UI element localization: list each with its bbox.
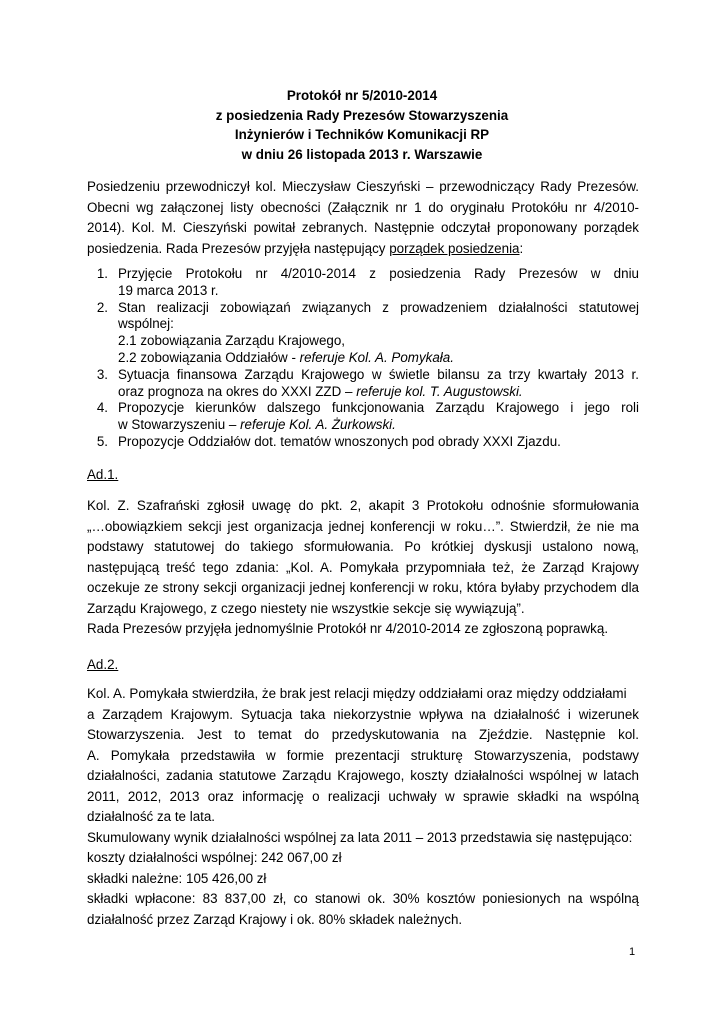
paragraph-line: „…obowiązkiem sekcji jest organizacja jednej konferencji w roku…”. Stwierdził, że nie ma bbox=[87, 518, 639, 534]
agenda-line: wspólnej: bbox=[118, 316, 174, 332]
document-title bbox=[0, 86, 724, 164]
agenda-line: Przyjęcie Protokołu nr 4/2010-2014 z posiedzenia Rady Prezesów w dniu bbox=[118, 266, 639, 281]
presenter: referuje Kol. A. Pomykała. bbox=[299, 349, 454, 365]
agenda-text: w Stowarzyszeniu – bbox=[118, 417, 241, 433]
presenter: referuje kol. T. Augustowski. bbox=[356, 383, 523, 399]
agenda-list bbox=[87, 266, 639, 451]
agenda-item bbox=[87, 434, 639, 451]
ad2-paragraph bbox=[87, 684, 639, 930]
agenda-line: 19 marca 2013 r. bbox=[118, 282, 219, 298]
paragraph-line: Kol. A. Pomykała stwierdziła, że brak jest relacji między oddziałami oraz między oddziałami bbox=[87, 686, 627, 701]
paragraph-line: Stowarzyszenia. Jest to temat do przedyskutowania na Zjeździe. Następnie kol. bbox=[87, 727, 639, 742]
paragraph-line bbox=[87, 239, 639, 260]
agenda-item bbox=[87, 400, 639, 434]
agenda-item bbox=[87, 300, 639, 367]
agenda-text: oraz prognoza na okres do XXXI ZZD – bbox=[118, 383, 357, 399]
paragraph-line: Rada Prezesów przyjęła jednomyślnie Protokół nr 4/2010-2014 ze zgłoszoną poprawką. bbox=[87, 621, 609, 636]
paragraph-line: oczekuje ze strony sekcji organizacji jednej konferencji w roku, która byłaby przychodem dla bbox=[87, 580, 639, 595]
agenda-item bbox=[87, 266, 639, 300]
agenda-line: Propozycje Oddziałów dot. tematów wnoszonych pod obrady XXXI Zjazdu. bbox=[118, 433, 561, 449]
intro-paragraph bbox=[87, 177, 639, 259]
paragraph-line: Obecni wg załączonej listy obecności (Załącznik nr 1 do oryginału Protokółu nr 4/2010- bbox=[87, 199, 639, 215]
agenda-line bbox=[118, 350, 639, 367]
agenda-item-number: 5. bbox=[96, 433, 108, 449]
paragraph-line: działalność za te lata. bbox=[87, 809, 216, 824]
paragraph-line: podstawy statutowej do takiego sformułowania. Po krótkiej dyskusji ustalono nową, bbox=[87, 539, 639, 554]
paragraph-line: 2011, 2012, 2013 oraz informację o realizacji uchwały w sprawie składki na wspólną bbox=[87, 788, 639, 804]
agenda-line: 2.1 zobowiązania Zarządu Krajowego, bbox=[118, 333, 346, 349]
agenda-text: 2.2 zobowiązania Oddziałów - bbox=[118, 349, 300, 365]
paragraph-line: Posiedzeniu przewodniczył kol. Mieczysław Cieszyński – przewodniczący Rady Prezesów. bbox=[87, 179, 639, 194]
intro-text: posiedzenia. Rada Prezesów przyjęła następujący bbox=[87, 240, 390, 256]
paragraph-line: Zarządu Krajowego, z czego niestety nie wszystkie sekcje się wywiązują”. bbox=[87, 600, 525, 616]
paragraph-line: następującą treść tego zdania: „Kol. A. Pomykała przypomniała też, że Zarząd Krajowy bbox=[87, 559, 639, 575]
page-number: 1 bbox=[629, 946, 636, 958]
agenda-item-number: 2. bbox=[96, 299, 108, 315]
presenter: referuje Kol. A. Żurkowski. bbox=[240, 417, 396, 433]
section-heading-ad1: Ad.1. bbox=[87, 467, 119, 482]
agenda-line: Sytuacja finansowa Zarządu Krajowego w świetle bilansu za trzy kwartały 2013 r. bbox=[118, 366, 639, 382]
paragraph-line: działalności, zadania statutowe Zarządu Krajowego, koszty działalności wspólnej w latach bbox=[87, 768, 639, 783]
paragraph-line: składki należne: 105 426,00 zł bbox=[87, 870, 267, 886]
agenda-line: Stan realizacji zobowiązań związanych z prowadzeniem działalności statutowej bbox=[118, 299, 639, 315]
paragraph-line: Kol. Z. Szafrański zgłosił uwagę do pkt. 2, akapit 3 Protokołu odnośnie sformułowania bbox=[87, 498, 639, 513]
agenda-line bbox=[118, 384, 639, 401]
agenda-item-number: 1. bbox=[96, 266, 108, 281]
section-heading-ad2: Ad.2. bbox=[87, 657, 119, 672]
paragraph-line: Skumulowany wynik działalności wspólnej za lata 2011 – 2013 przedstawia się następująco: bbox=[87, 829, 633, 845]
intro-text: : bbox=[519, 240, 524, 256]
paragraph-line: działalność przez Zarząd Krajowy i ok. 80% składek należnych. bbox=[87, 911, 463, 927]
paragraph-line: a Zarządem Krajowym. Sytuacja taka niekorzystnie wpływa na działalność i wizerunek bbox=[87, 706, 639, 722]
title-line: Inżynierów i Techników Komunikacji RP bbox=[234, 127, 490, 142]
agenda-line bbox=[118, 417, 639, 434]
agenda-line: Propozycje kierunków dalszego funkcjonowania Zarządu Krajowego i jego roli bbox=[118, 400, 639, 416]
title-line: Protokół nr 5/2010-2014 bbox=[286, 88, 438, 103]
title-line: w dniu 26 listopada 2013 r. Warszawie bbox=[241, 146, 483, 162]
paragraph-line: koszty działalności wspólnej: 242 067,00 zł bbox=[87, 850, 342, 865]
agenda-item-number: 4. bbox=[96, 400, 108, 416]
agenda-item-number: 3. bbox=[96, 366, 108, 382]
agenda-reference: porządek posiedzenia bbox=[389, 240, 520, 256]
paragraph-line: składki wpłacone: 83 837,00 zł, co stanowi ok. 30% kosztów poniesionych na wspólną bbox=[87, 891, 639, 906]
agenda-item bbox=[87, 367, 639, 401]
paragraph-line: A. Pomykała przedstawiła w formie prezentacji strukturę Stowarzyszenia, podstawy bbox=[87, 747, 639, 763]
paragraph-line: 2014). Kol. M. Cieszyński powitał zebranych. Następnie odczytał proponowany porządek bbox=[87, 220, 639, 235]
title-line: z posiedzenia Rady Prezesów Stowarzyszenia bbox=[215, 107, 509, 123]
ad1-paragraph bbox=[87, 496, 639, 640]
